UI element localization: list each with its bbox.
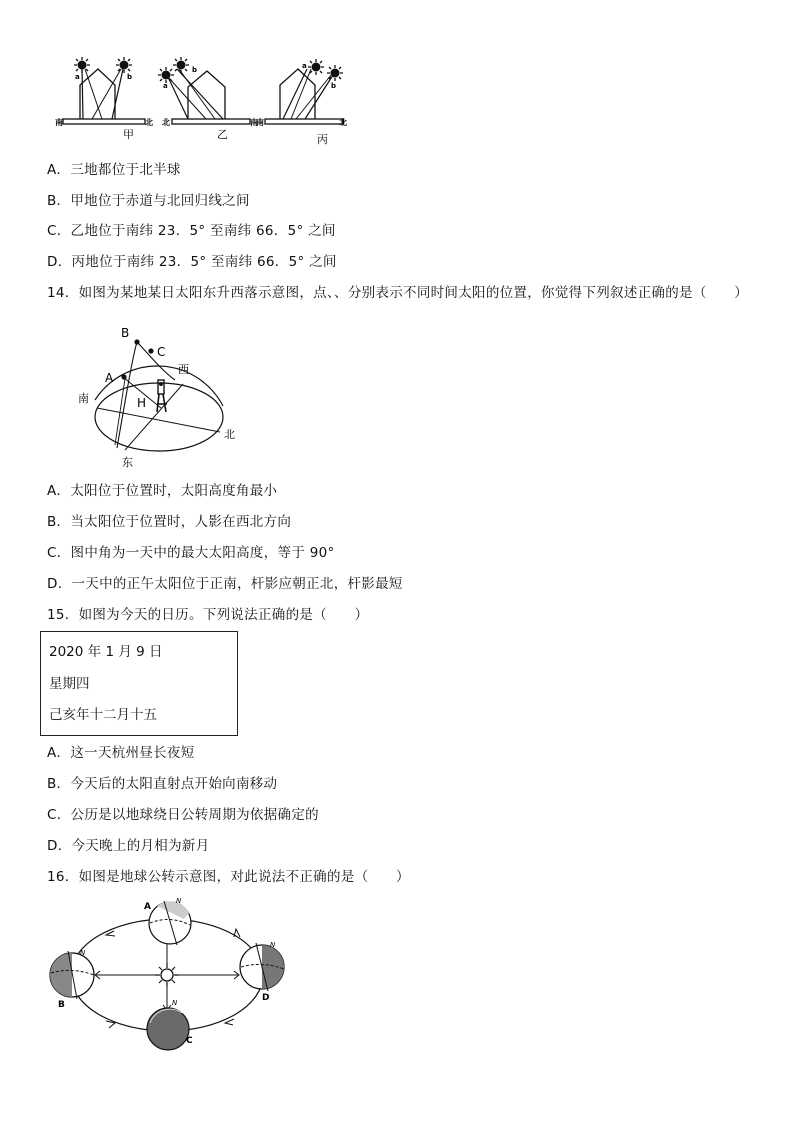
north-pole-label: N xyxy=(270,941,276,949)
south-label: 南 xyxy=(78,392,89,405)
calendar-date: 2020 年 1 月 9 日 xyxy=(49,644,163,660)
panel-name: 乙 xyxy=(217,128,228,141)
q15-option-c: C．公历是以地球绕日公转周期为依据确定的 xyxy=(47,807,319,823)
sun-a-label: a xyxy=(75,73,80,81)
sun-a-label: a xyxy=(163,82,168,90)
sun-icon xyxy=(308,59,324,75)
position-c-label: C xyxy=(186,1036,193,1046)
calendar-box xyxy=(40,631,238,736)
panel-bing xyxy=(256,59,347,146)
sun-b-label: b xyxy=(192,66,198,74)
q13-option-c: C．乙地位于南纬 23．5° 至南纬 66．5° 之间 xyxy=(47,223,336,239)
sun-a-label: a xyxy=(302,62,307,70)
q15-option-d: D．今天晚上的月相为新月 xyxy=(47,838,210,854)
earth-orbit-figure xyxy=(44,893,294,1053)
north-pole-label: N xyxy=(172,999,178,1007)
north-label: 北 xyxy=(224,428,235,441)
earth-b xyxy=(50,951,94,999)
earth-d xyxy=(240,943,284,991)
q13-option-b: B．甲地位于赤道与北回归线之间 xyxy=(47,193,250,209)
q15-stem: 15．如图为今天的日历。下列说法正确的是（ ） xyxy=(47,607,369,623)
sun-icon xyxy=(327,65,343,81)
panel-jia xyxy=(55,57,153,141)
sun-path-figure xyxy=(75,320,245,470)
panel-name: 丙 xyxy=(317,133,328,146)
q15-option-b: B．今天后的太阳直射点开始向南移动 xyxy=(47,776,278,792)
panel-name: 甲 xyxy=(123,128,134,141)
q13-option-a: A．三地都位于北半球 xyxy=(47,162,181,178)
q13-option-d: D．丙地位于南纬 23．5° 至南纬 66．5° 之间 xyxy=(47,254,337,270)
position-d-label: D xyxy=(262,993,270,1003)
sun-icon xyxy=(74,57,90,73)
position-b-label: B xyxy=(58,1000,65,1010)
earth-c xyxy=(147,1008,189,1050)
sun-b-label: b xyxy=(127,73,133,81)
north-pole-label: N xyxy=(80,949,86,957)
calendar-lunar: 己亥年十二月十五 xyxy=(49,707,157,723)
north-label: 北 xyxy=(162,118,170,127)
point-b-label: B xyxy=(121,326,130,340)
q14-option-c: C．图中角为一天中的最大太阳高度，等于 90° xyxy=(47,545,335,561)
sun-icon xyxy=(173,57,189,73)
q14-option-b: B．当太阳位于位置时，人影在西北方向 xyxy=(47,514,292,530)
q14-option-d: D．一天中的正午太阳位于正南，杆影应朝正北，杆影最短 xyxy=(47,576,403,592)
sun-icon xyxy=(155,963,179,987)
q15-option-a: A．这一天杭州昼长夜短 xyxy=(47,745,195,761)
north-label: 北 xyxy=(145,118,153,127)
west-label: 西 xyxy=(178,363,189,376)
q14-option-a: A．太阳位于位置时，太阳高度角最小 xyxy=(47,483,278,499)
sun-angle-figure xyxy=(55,55,355,150)
sun-icon xyxy=(158,67,174,83)
earth-a xyxy=(149,901,191,945)
panel-yi xyxy=(158,57,258,141)
calendar-weekday: 星期四 xyxy=(49,676,90,692)
south-label: 南 xyxy=(55,118,63,127)
south-label: 南 xyxy=(256,118,264,127)
q16-stem: 16．如图是地球公转示意图，对此说法不正确的是（ ） xyxy=(47,869,410,885)
point-a-label: A xyxy=(105,371,114,385)
point-h-label: H xyxy=(137,396,147,410)
south-label: 南 xyxy=(250,118,258,127)
q14-stem: 14．如图为某地某日太阳东升西落示意图，点、、分别表示不同时间太阳的位置，你觉得下列叙述正确的是（ ） xyxy=(47,285,749,301)
point-c-label: C xyxy=(157,345,166,359)
sun-icon xyxy=(116,57,132,73)
sun-b-label: b xyxy=(331,82,337,90)
north-label: 北 xyxy=(339,118,347,127)
position-a-label: A xyxy=(144,902,151,912)
east-label: 东 xyxy=(122,456,133,469)
north-pole-label: N xyxy=(176,897,182,905)
